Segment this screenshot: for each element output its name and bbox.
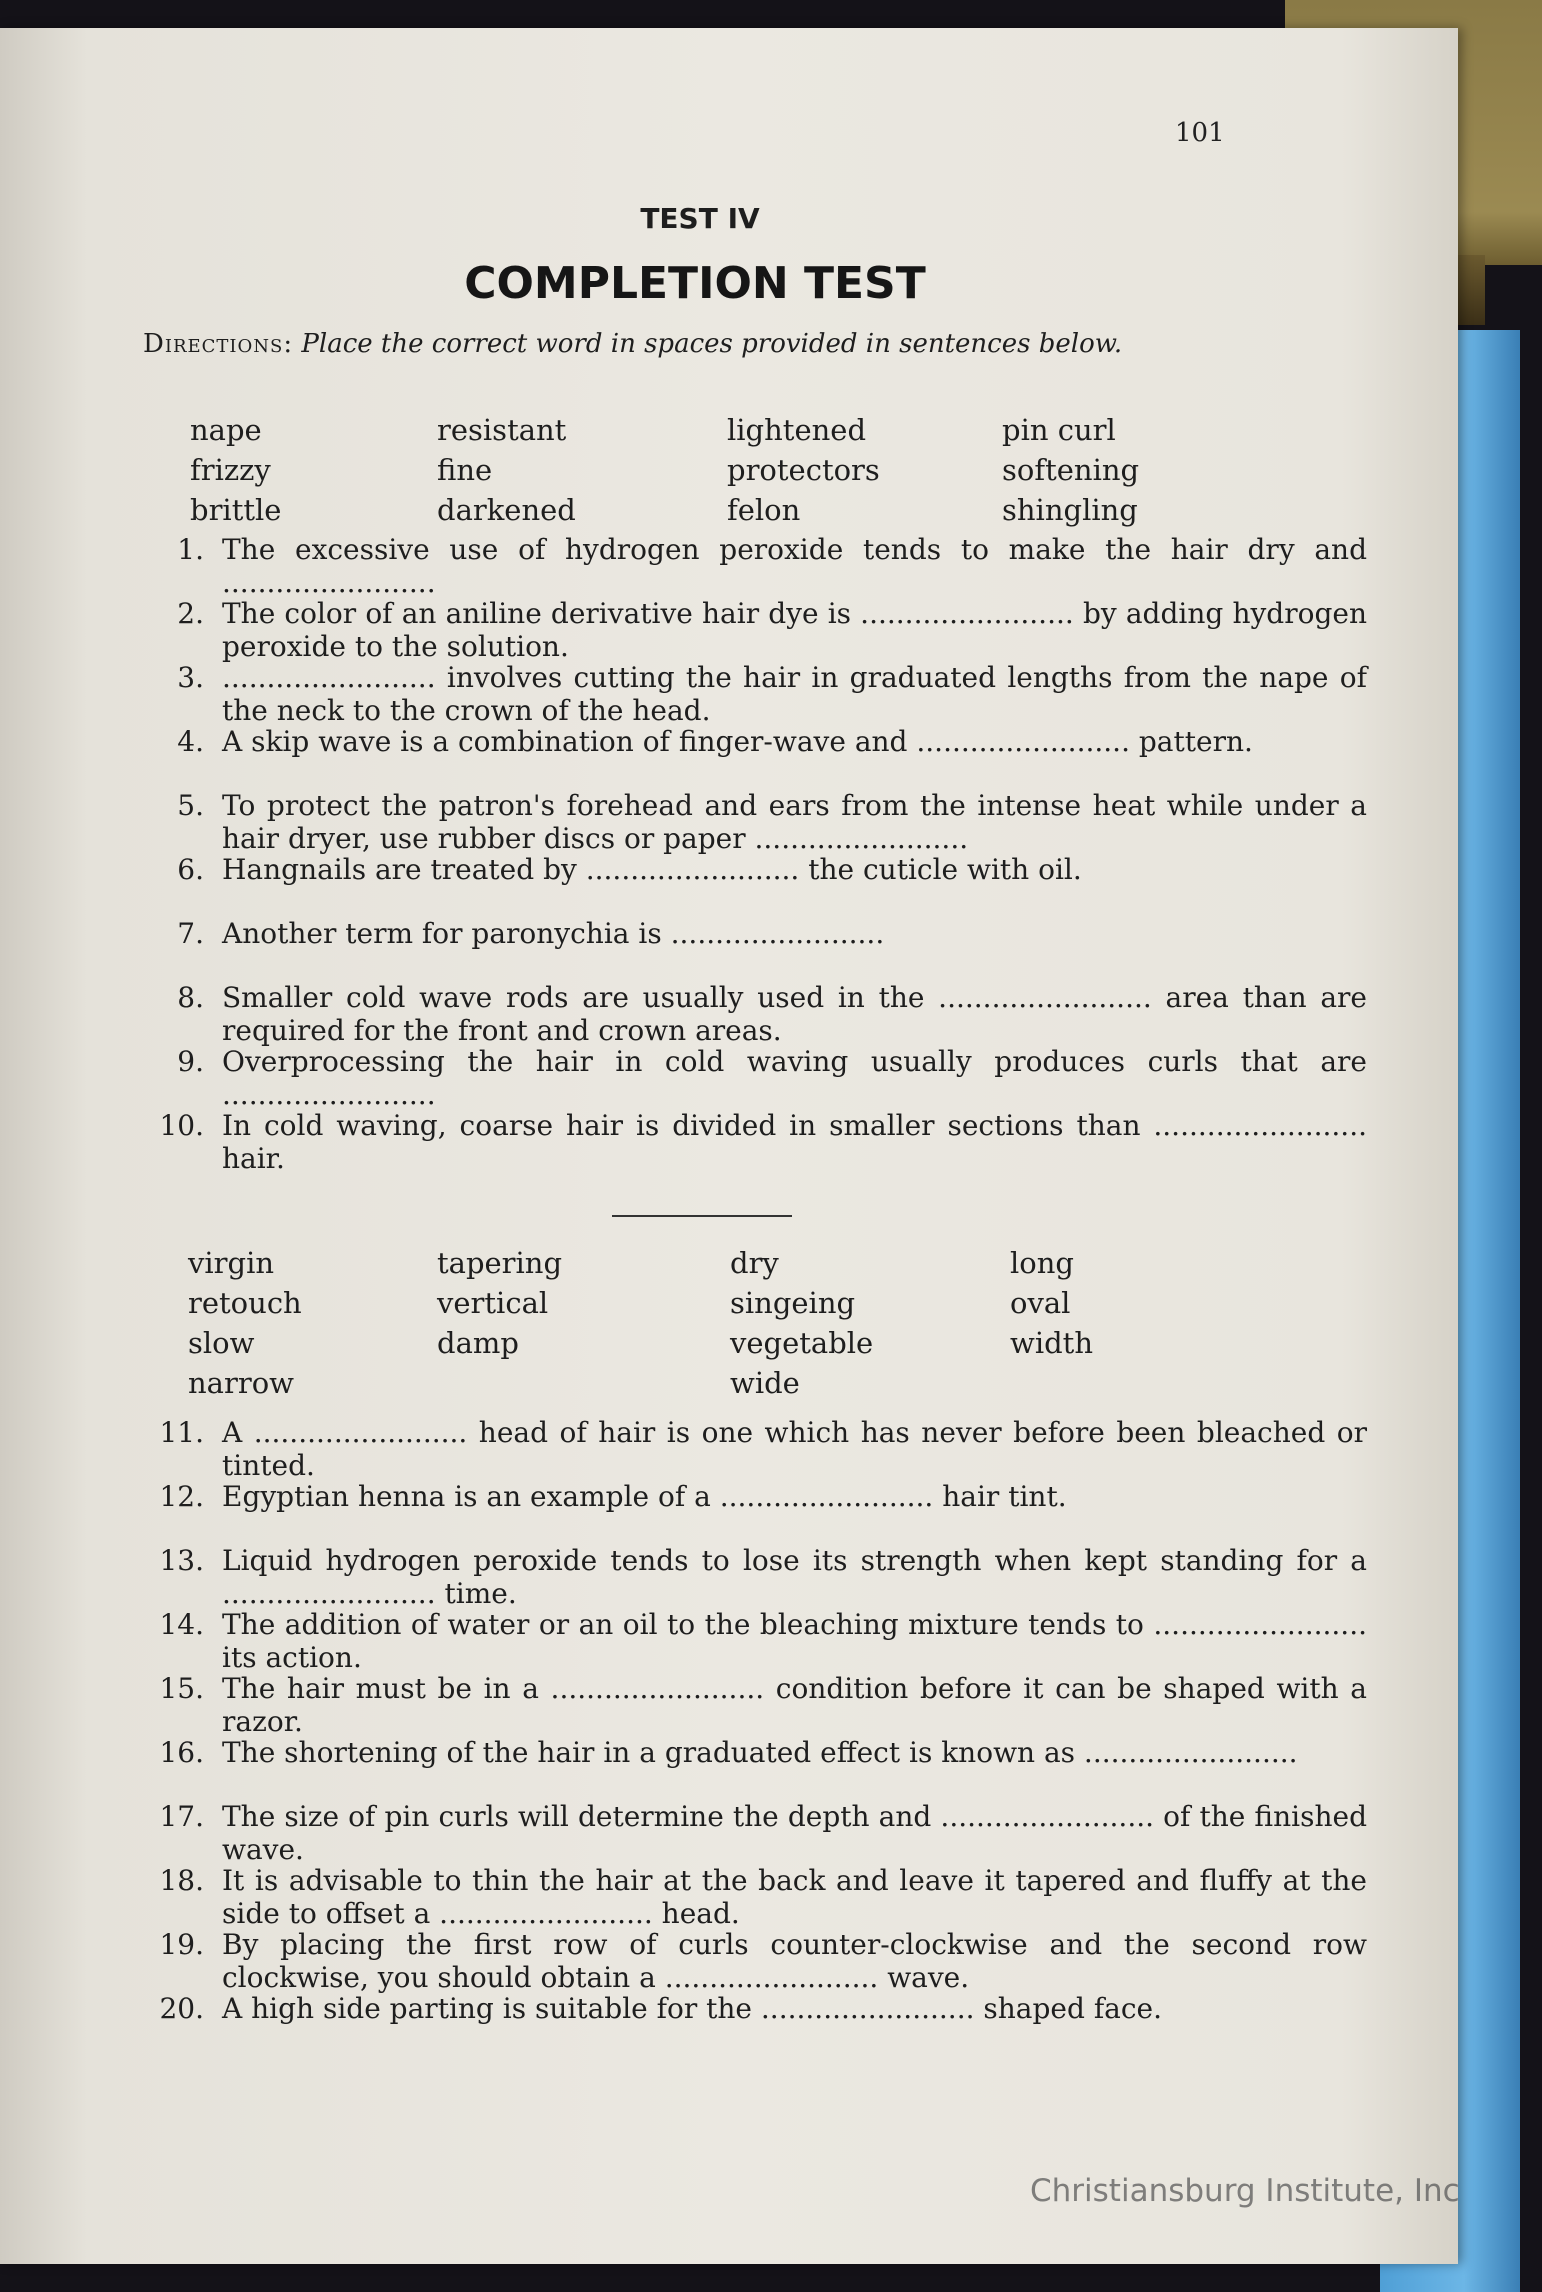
book-page (0, 28, 1458, 2264)
question-number: 11. (159, 1416, 204, 1449)
question-number: 13. (159, 1544, 204, 1577)
word-bank-word: fine (437, 453, 493, 487)
page-number: 101 (1175, 118, 1225, 148)
question-number: 2. (177, 597, 204, 630)
word-bank-word: long (1010, 1246, 1074, 1280)
word-bank-word: brittle (190, 493, 282, 527)
question-number: 7. (177, 917, 204, 950)
question-text: Another term for paronychia is ........................ (222, 917, 885, 950)
word-bank-word: width (1010, 1326, 1093, 1360)
word-bank-word: protectors (727, 453, 880, 487)
word-bank-word: darkened (437, 493, 576, 527)
question-number: 3. (177, 661, 204, 694)
question-text: To protect the patron's forehead and ears from the intense heat while under a hair dryer, use rubber discs or paper ........................ (222, 789, 1367, 855)
word-bank-word: retouch (188, 1286, 302, 1320)
word-bank-word: nape (190, 413, 262, 447)
question-text: The color of an aniline derivative hair dye is ........................ by adding hydrogen peroxide to the solution. (222, 597, 1367, 663)
question-text: A high side parting is suitable for the ........................ shaped face. (222, 1992, 1163, 2025)
question-number: 20. (159, 1992, 204, 2025)
word-bank-word: singeing (730, 1286, 856, 1320)
word-bank-word: felon (727, 493, 801, 527)
test-label: TEST IV (640, 202, 760, 235)
word-bank-word: resistant (437, 413, 567, 447)
word-bank-word: virgin (188, 1246, 275, 1280)
question-number: 14. (159, 1608, 204, 1641)
watermark: Christiansburg Institute, Inc (1030, 2173, 1460, 2209)
word-bank-word: pin curl (1002, 413, 1116, 447)
question-text: Hangnails are treated by ........................ the cuticle with oil. (222, 853, 1082, 886)
question-text: Egyptian henna is an example of a ........................ hair tint. (222, 1480, 1067, 1513)
word-bank-word: slow (188, 1326, 255, 1360)
question-number: 1. (177, 533, 204, 566)
question-number: 8. (177, 981, 204, 1014)
question-text: The addition of water or an oil to the bleaching mixture tends to ........................ its action. (222, 1608, 1367, 1674)
question-text: ........................ involves cutting the hair in graduated lengths from the nape of the neck to the crown of the head. (222, 661, 1367, 727)
question-text: Liquid hydrogen peroxide tends to lose its strength when kept standing for a ........................ time. (222, 1544, 1367, 1610)
word-bank-word: vegetable (730, 1326, 874, 1360)
question-number: 17. (159, 1800, 204, 1833)
word-bank-word: dry (730, 1246, 779, 1280)
word-bank-word: tapering (437, 1246, 563, 1280)
question-number: 12. (159, 1480, 204, 1513)
question-text: The hair must be in a ........................ condition before it can be shaped with a razor. (222, 1672, 1367, 1738)
question-number: 18. (159, 1864, 204, 1897)
word-bank-word: shingling (1002, 493, 1138, 527)
question-text: It is advisable to thin the hair at the back and leave it tapered and fluffy at the side to offset a ........................ head. (222, 1864, 1367, 1930)
directions (143, 328, 1228, 360)
word-bank-word: softening (1002, 453, 1140, 487)
word-bank-word: wide (730, 1366, 800, 1400)
question-text: In cold waving, coarse hair is divided in smaller sections than ........................ hair. (222, 1109, 1367, 1175)
word-bank-word: narrow (188, 1366, 294, 1400)
question-text: The size of pin curls will determine the depth and ........................ of the finished wave. (222, 1800, 1367, 1866)
section-divider (612, 1215, 792, 1217)
question-text: The excessive use of hydrogen peroxide tends to make the hair dry and ........................ (222, 533, 1367, 599)
page-title: COMPLETION TEST (464, 258, 926, 309)
question-text: A skip wave is a combination of finger-wave and ........................ pattern. (222, 725, 1253, 758)
question-number: 9. (177, 1045, 204, 1078)
question-text: Smaller cold wave rods are usually used in the ........................ area than are required for the front and crown areas. (222, 981, 1367, 1047)
question-number: 15. (159, 1672, 204, 1705)
word-bank-word: vertical (437, 1286, 549, 1320)
word-bank-word: frizzy (190, 453, 271, 487)
directions-label: Directions: (143, 329, 294, 359)
question-text: Overprocessing the hair in cold waving usually produces curls that are ........................ (222, 1045, 1367, 1111)
question-number: 10. (159, 1109, 204, 1142)
question-number: 16. (159, 1736, 204, 1769)
question-text: By placing the first row of curls counter-clockwise and the second row clockwise, you should obtain a ........................ wave. (222, 1928, 1367, 1994)
word-bank-word: lightened (727, 413, 867, 447)
question-number: 6. (177, 853, 204, 886)
question-number: 5. (177, 789, 204, 822)
question-number: 19. (159, 1928, 204, 1961)
question-text: A ........................ head of hair is one which has never before been bleached or tinted. (222, 1416, 1367, 1482)
word-bank-word: damp (437, 1326, 519, 1360)
directions-text: Place the correct word in spaces provided in sentences below. (301, 329, 1123, 359)
word-bank-word: oval (1010, 1286, 1071, 1320)
question-text: The shortening of the hair in a graduated effect is known as ........................ (222, 1736, 1298, 1769)
question-number: 4. (177, 725, 204, 758)
